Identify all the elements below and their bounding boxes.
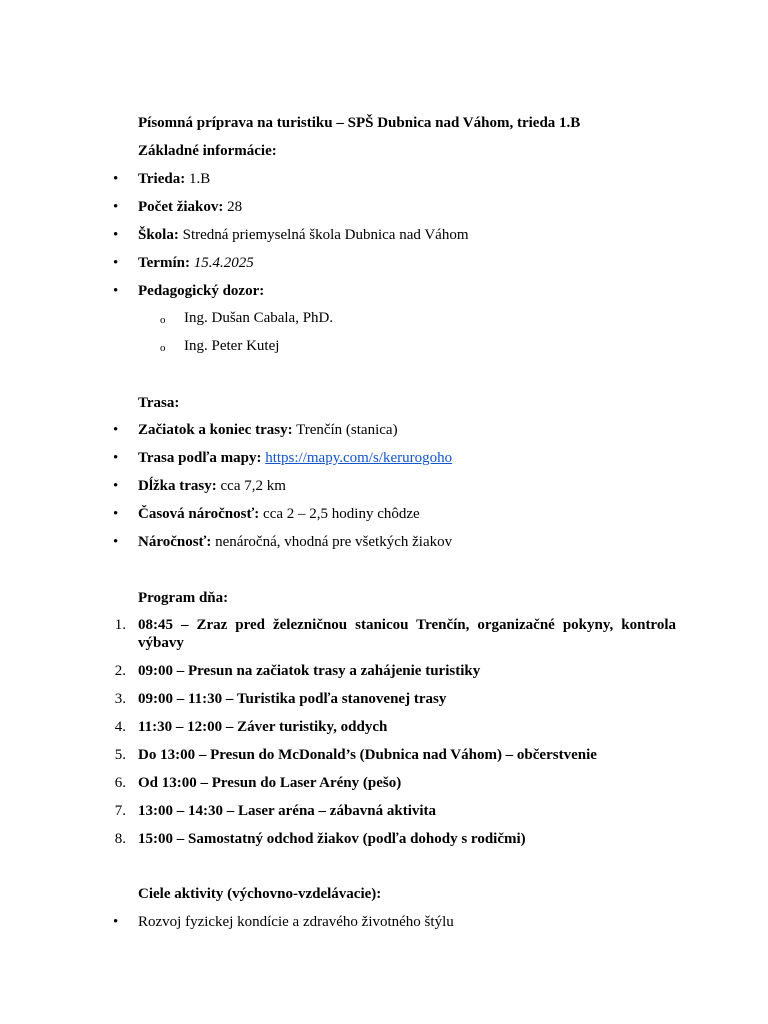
route-label: Náročnosť:: [138, 534, 212, 550]
route-heading: Trasa:: [138, 395, 180, 411]
basic-info-heading: Základné informácie:: [138, 143, 277, 159]
route-item-duration: [138, 505, 420, 523]
info-item-school: [138, 226, 469, 244]
route-value: Trenčín (stanica): [296, 422, 398, 438]
bullet-icon: •: [113, 255, 119, 271]
bullet-icon: •: [113, 422, 119, 438]
program-item-number: 2.: [114, 663, 126, 679]
document-title: Písomná príprava na turistiku – SPŠ Dubnica nad Váhom, trieda 1.B: [138, 115, 581, 131]
sub-bullet-icon: o: [160, 342, 166, 354]
supervisor-name: Ing. Dušan Cabala, PhD.: [184, 310, 334, 326]
program-item-number: 5.: [114, 747, 126, 763]
info-label: Termín:: [138, 255, 190, 271]
info-label: Pedagogický dozor:: [138, 283, 265, 299]
bullet-icon: •: [113, 506, 119, 522]
program-item-number: 6.: [114, 775, 126, 791]
program-item: 09:00 – Presun na začiatok trasy a zahájenie turistiky: [138, 663, 481, 679]
program-item: 13:00 – 14:30 – Laser aréna – zábavná aktivita: [138, 803, 437, 819]
program-item-number: 7.: [114, 803, 126, 819]
program-item-number: 1.: [114, 617, 126, 633]
info-item-student-count: [138, 198, 242, 216]
bullet-icon: •: [113, 478, 119, 494]
program-item-number: 3.: [114, 691, 126, 707]
program-heading: Program dňa:: [138, 590, 229, 606]
info-value: 28: [227, 199, 243, 215]
route-label: Začiatok a koniec trasy:: [138, 422, 293, 438]
info-value: Stredná priemyselná škola Dubnica nad Váhom: [182, 227, 469, 243]
map-link[interactable]: https://mapy.com/s/kerurogoho: [265, 450, 453, 466]
bullet-icon: •: [113, 534, 119, 550]
route-item-length: [138, 477, 286, 495]
info-item-class: [138, 170, 210, 188]
bullet-icon: •: [113, 283, 119, 299]
program-item: Od 13:00 – Presun do Laser Arény (pešo): [138, 775, 402, 791]
goals-heading: Ciele aktivity (výchovno-vzdelávacie):: [138, 886, 382, 902]
info-label: Počet žiakov:: [138, 199, 224, 215]
info-value: 15.4.2025: [193, 255, 254, 271]
route-value: nenáročná, vhodná pre všetkých žiakov: [215, 534, 453, 550]
info-item-date: [138, 254, 254, 272]
route-value: cca 7,2 km: [220, 478, 286, 494]
program-item-number: 8.: [114, 831, 126, 847]
route-item-difficulty: [138, 533, 452, 551]
bullet-icon: •: [113, 171, 119, 187]
route-label: Časová náročnosť:: [138, 506, 260, 522]
bullet-icon: •: [113, 199, 119, 215]
route-value: cca 2 – 2,5 hodiny chôdze: [263, 506, 420, 522]
route-item-start-end: [138, 421, 398, 439]
program-item: 08:45 – Zraz pred železničnou stanicou Trenčín, organizačné pokyny, kontrola výbavy: [138, 617, 676, 651]
bullet-icon: •: [113, 914, 119, 930]
info-label: Škola:: [138, 227, 179, 243]
goal-item: Rozvoj fyzickej kondície a zdravého životného štýlu: [138, 914, 454, 930]
route-item-map: [138, 449, 452, 467]
info-item-supervision: [138, 282, 264, 300]
program-item-number: 4.: [114, 719, 126, 735]
bullet-icon: •: [113, 450, 119, 466]
info-value: 1.B: [188, 171, 211, 187]
bullet-icon: •: [113, 227, 119, 243]
program-item: 15:00 – Samostatný odchod žiakov (podľa dohody s rodičmi): [138, 831, 526, 847]
info-label: Trieda:: [138, 171, 186, 187]
route-label: Trasa podľa mapy:: [138, 450, 262, 466]
program-item: Do 13:00 – Presun do McDonald’s (Dubnica nad Váhom) – občerstvenie: [138, 747, 597, 763]
route-label: Dĺžka trasy:: [138, 478, 217, 494]
program-item: 09:00 – 11:30 – Turistika podľa stanovenej trasy: [138, 691, 447, 707]
sub-bullet-icon: o: [160, 314, 166, 326]
program-item: 11:30 – 12:00 – Záver turistiky, oddych: [138, 719, 388, 735]
supervisor-name: Ing. Peter Kutej: [184, 338, 280, 354]
